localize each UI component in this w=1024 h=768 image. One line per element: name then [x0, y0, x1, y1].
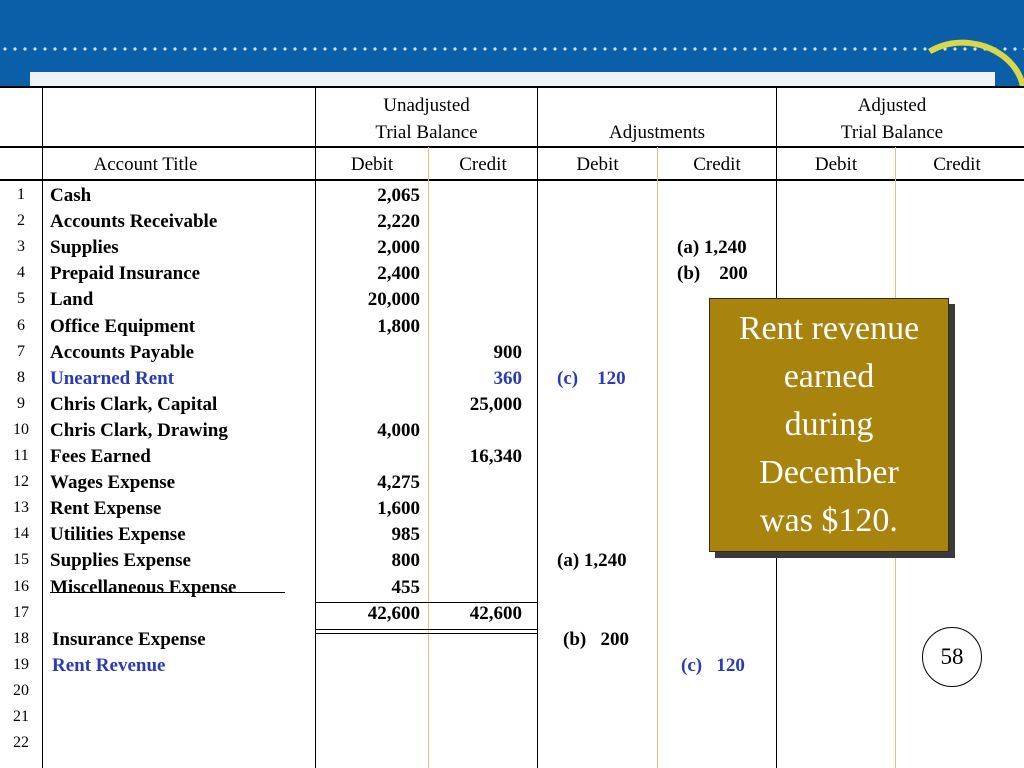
- unadj-debit-value: 42,600: [367, 602, 420, 624]
- row-number: 18: [13, 629, 29, 647]
- account-title: Supplies: [50, 237, 119, 259]
- account-title: Fees Earned: [50, 446, 151, 467]
- account-title: Rent Expense: [50, 498, 162, 520]
- unadj-debit-value: 20,000: [367, 289, 420, 311]
- total-top-rule: [316, 602, 537, 603]
- unadj-credit-value: 16,340: [469, 446, 522, 467]
- row-number: 21: [13, 708, 29, 725]
- account-title: Office Equipment: [50, 315, 196, 337]
- account-title: Land: [50, 289, 94, 311]
- row-number: 13: [13, 499, 29, 517]
- row-number: 17: [13, 603, 29, 621]
- total-double-rule-2: [316, 633, 537, 634]
- row-number: 3: [17, 238, 25, 256]
- rent-revenue-callout: [709, 298, 949, 552]
- adj-credit-value: (c) 120: [681, 654, 745, 676]
- misc-expense-strike: [50, 592, 285, 593]
- col-rule-rownum: [42, 86, 43, 768]
- account-title-header: Account Title: [93, 154, 198, 175]
- unadj-debit-value: 4,275: [377, 472, 420, 494]
- account-title: Cash: [50, 185, 92, 206]
- adjusted-header-line2: Trial Balance: [840, 122, 944, 143]
- unadj-debit-header: Debit: [350, 154, 394, 175]
- adj-debit-value: (c) 120: [557, 367, 626, 389]
- unadj-debit-value: 1,600: [377, 498, 420, 520]
- row-number: 12: [13, 473, 29, 491]
- unadj-credit-value: 360: [493, 367, 522, 389]
- row-number: 1: [17, 186, 25, 203]
- row-number: 9: [17, 394, 25, 412]
- account-title: Insurance Expense: [52, 628, 206, 650]
- account-title: Miscellaneous Expense: [50, 576, 237, 598]
- unadj-debit-value: 4,000: [377, 419, 420, 441]
- unadj-credit-value: 900: [493, 341, 522, 363]
- account-title: Chris Clark, Drawing: [50, 419, 228, 441]
- adj-debit-value: (a) 1,240: [557, 550, 627, 572]
- row-number: 22: [13, 734, 29, 752]
- row-number: 10: [13, 420, 29, 438]
- row-number: 8: [17, 368, 25, 386]
- unadjusted-header-line2: Trial Balance: [375, 122, 478, 143]
- row-number: 19: [13, 655, 29, 673]
- row-number: 14: [13, 525, 29, 543]
- unadj-debit-value: 800: [391, 550, 420, 572]
- row-number: 11: [13, 447, 29, 464]
- row-number: 15: [13, 551, 29, 569]
- account-title: Accounts Receivable: [50, 211, 218, 233]
- adjustments-header: Adjustments: [608, 122, 706, 143]
- adjusted-header: [777, 92, 1007, 146]
- account-title: Unearned Rent: [50, 367, 175, 389]
- page-number: 58: [922, 627, 982, 687]
- adjtb-credit-header: Credit: [933, 154, 981, 175]
- adj-credit-value: (b) 200: [677, 263, 748, 285]
- callout-line-2: earned: [783, 358, 875, 395]
- unadj-credit-header: Credit: [459, 154, 507, 175]
- callout-line-1: Rent revenue: [738, 310, 920, 347]
- banner-dots: [0, 47, 1024, 51]
- header-mid-rule: [0, 146, 1024, 148]
- callout-line-5: was $120.: [760, 502, 898, 539]
- account-title: Utilities Expense: [50, 524, 186, 546]
- callout-line-4: December: [759, 454, 899, 491]
- col-divider-adj: [657, 147, 658, 768]
- adj-credit-header: Credit: [693, 154, 741, 175]
- account-title: Accounts Payable: [50, 341, 195, 363]
- adjusted-header-line1: Adjusted: [857, 95, 927, 116]
- callout-line-3: during: [784, 406, 874, 443]
- account-title: Chris Clark, Capital: [50, 393, 218, 415]
- unadjusted-header: [316, 92, 537, 146]
- header-top-rule: [0, 86, 1024, 88]
- row-number: 20: [13, 681, 29, 699]
- header-bottom-rule: [0, 179, 1024, 181]
- adjtb-debit-header: Debit: [814, 154, 858, 175]
- unadjusted-header-line1: Unadjusted: [383, 95, 470, 116]
- adj-credit-value: (a) 1,240: [677, 237, 747, 259]
- adj-debit-header: Debit: [576, 154, 619, 175]
- row-number: 6: [17, 316, 25, 334]
- row-number: 7: [17, 342, 25, 360]
- adj-debit-value: (b) 200: [563, 628, 629, 650]
- unadj-debit-value: 2,065: [377, 185, 420, 206]
- unadj-debit-value: 1,800: [377, 315, 420, 337]
- col-rule-unadjusted: [537, 86, 538, 768]
- account-title: Rent Revenue: [52, 654, 166, 676]
- unadj-debit-value: 985: [391, 524, 420, 546]
- row-number: 4: [17, 264, 25, 282]
- account-title: Wages Expense: [50, 472, 176, 494]
- row-number: 2: [17, 212, 25, 230]
- row-number: 16: [13, 577, 29, 595]
- unadj-debit-value: 2,400: [377, 263, 420, 285]
- account-title: Prepaid Insurance: [50, 263, 201, 285]
- unadj-debit-value: 2,220: [377, 211, 420, 233]
- unadj-debit-value: 455: [391, 576, 420, 598]
- total-double-rule-1: [316, 629, 537, 630]
- unadj-credit-value: 25,000: [469, 393, 522, 415]
- unadj-debit-value: 2,000: [377, 237, 420, 259]
- unadj-credit-value: 42,600: [469, 602, 522, 624]
- account-title: Supplies Expense: [50, 550, 191, 572]
- row-number: 5: [17, 290, 25, 308]
